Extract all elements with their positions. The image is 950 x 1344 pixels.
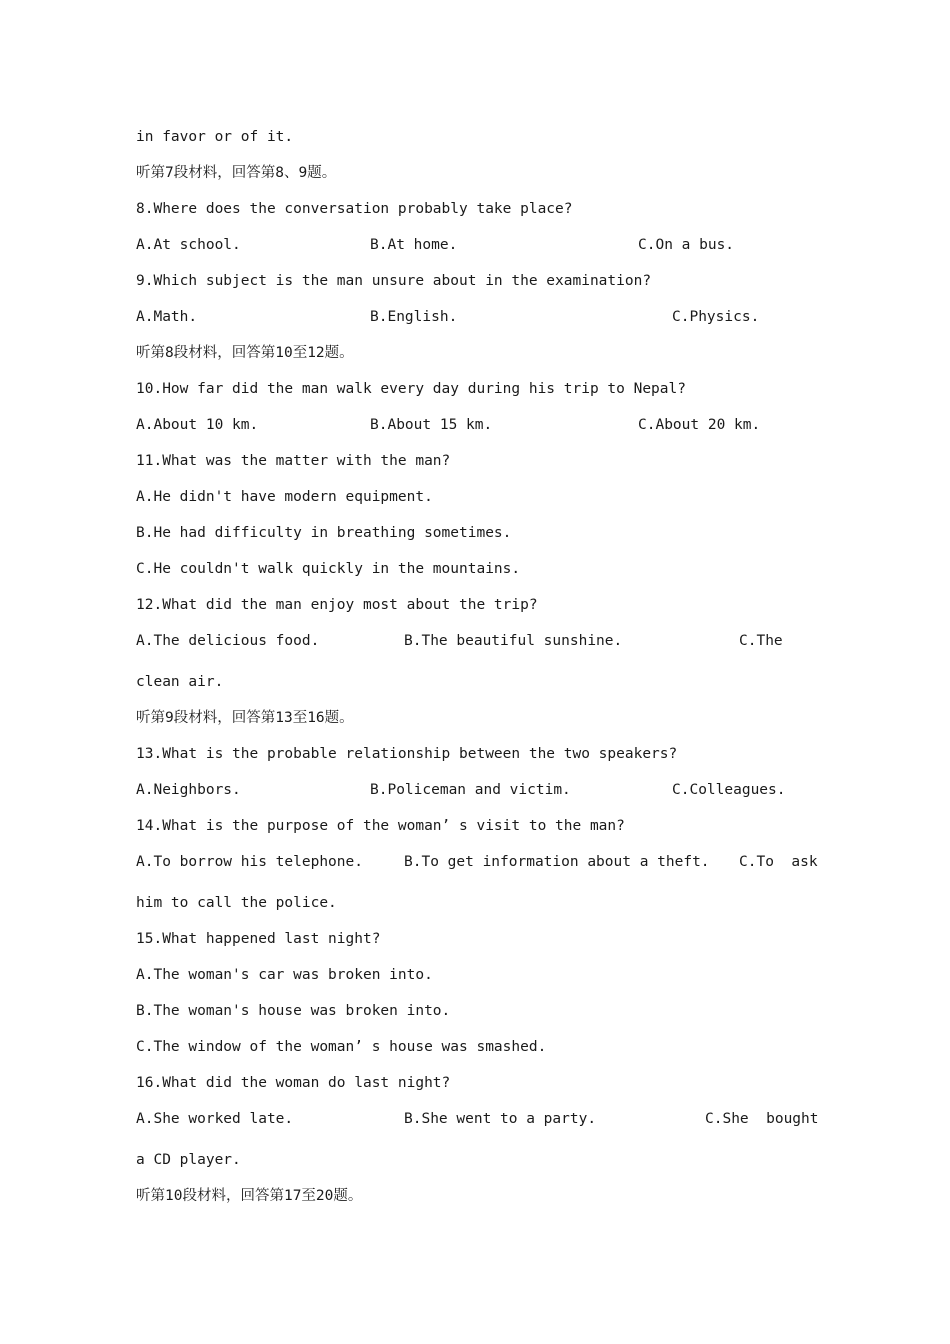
option-14c: C.To ask bbox=[739, 854, 818, 870]
option-16a: A.She worked late. bbox=[136, 1111, 294, 1127]
section-heading: 听第9段材料，回答第13至16题。 bbox=[136, 710, 354, 726]
option-8c: C.On a bus. bbox=[638, 237, 735, 253]
option-10c: C.About 20 km. bbox=[638, 417, 761, 433]
option-9c: C.Physics. bbox=[672, 309, 760, 325]
option-16b: B.She went to a party. bbox=[404, 1111, 597, 1127]
option-11c: C.He couldn't walk quickly in the mountains. bbox=[136, 561, 521, 577]
option-10b: B.About 15 km. bbox=[370, 417, 493, 433]
question-16: 16.What did the woman do last night? bbox=[136, 1075, 451, 1091]
option-11b: B.He had difficulty in breathing sometimes. bbox=[136, 525, 512, 541]
section-heading: 听第7段材料，回答第8、9题。 bbox=[136, 165, 337, 181]
question-14: 14.What is the purpose of the woman’ s visit to the man? bbox=[136, 818, 625, 834]
question-8: 8.Where does the conversation probably take place? bbox=[136, 201, 573, 217]
option-12b: B.The beautiful sunshine. bbox=[404, 633, 623, 649]
question-12: 12.What did the man enjoy most about the trip? bbox=[136, 597, 538, 613]
option-9a: A.Math. bbox=[136, 309, 198, 325]
option-9b: B.English. bbox=[370, 309, 458, 325]
option-15b: B.The woman's house was broken into. bbox=[136, 1003, 451, 1019]
option-14a: A.To borrow his telephone. bbox=[136, 854, 363, 870]
text-line: in favor or of it. bbox=[136, 129, 294, 145]
option-11a: A.He didn't have modern equipment. bbox=[136, 489, 433, 505]
section-heading: 听第10段材料，回答第17至20题。 bbox=[136, 1188, 363, 1204]
option-8b: B.At home. bbox=[370, 237, 458, 253]
question-15: 15.What happened last night? bbox=[136, 931, 381, 947]
option-15c: C.The window of the woman’ s house was smashed. bbox=[136, 1039, 547, 1055]
option-14c-continued: him to call the police. bbox=[136, 895, 337, 911]
section-heading: 听第8段材料，回答第10至12题。 bbox=[136, 345, 354, 361]
option-12a: A.The delicious food. bbox=[136, 633, 320, 649]
question-11: 11.What was the matter with the man? bbox=[136, 453, 451, 469]
option-14b: B.To get information about a theft. bbox=[404, 854, 710, 870]
option-16c-continued: a CD player. bbox=[136, 1152, 241, 1168]
option-16c: C.She bought bbox=[705, 1111, 819, 1127]
option-8a: A.At school. bbox=[136, 237, 241, 253]
question-10: 10.How far did the man walk every day during his trip to Nepal? bbox=[136, 381, 686, 397]
option-13b: B.Policeman and victim. bbox=[370, 782, 571, 798]
option-13a: A.Neighbors. bbox=[136, 782, 241, 798]
option-15a: A.The woman's car was broken into. bbox=[136, 967, 433, 983]
option-10a: A.About 10 km. bbox=[136, 417, 259, 433]
question-13: 13.What is the probable relationship between the two speakers? bbox=[136, 746, 678, 762]
option-12c-continued: clean air. bbox=[136, 674, 224, 690]
option-12c: C.The bbox=[739, 633, 783, 649]
option-13c: C.Colleagues. bbox=[672, 782, 786, 798]
question-9: 9.Which subject is the man unsure about in the examination? bbox=[136, 273, 652, 289]
